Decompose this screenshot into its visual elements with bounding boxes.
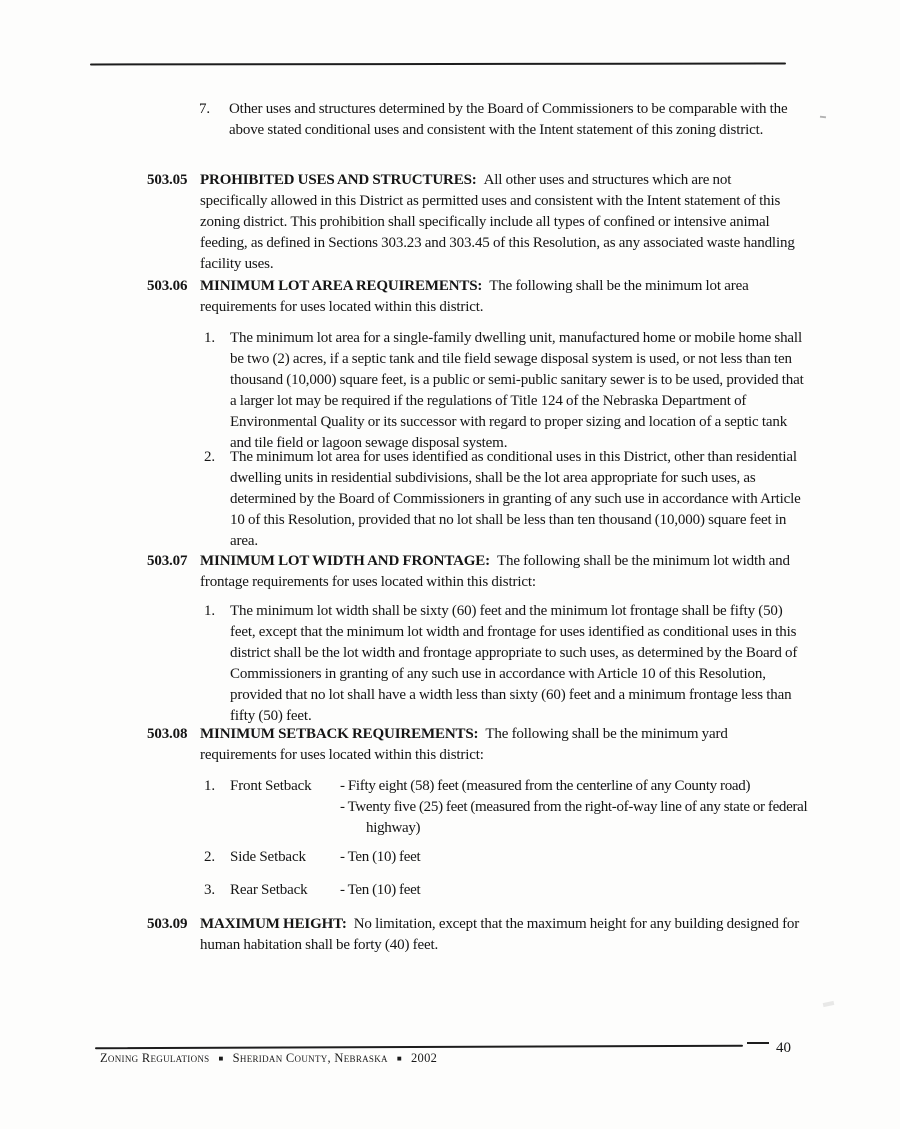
- footer: [100, 1051, 437, 1066]
- section-paragraph: [200, 914, 800, 956]
- list-item-text: The minimum lot area for uses identified as conditional uses in this District, other than residential dwelling units in residential subdivisions, shall be the lot area appropriate for such uses, as determined by the Board of Commissioners in granting of any such use in accordance with Article 10 of this Resolution, provided that no lot shall be less than ten thousand (10,000) square feet in area.: [230, 449, 801, 549]
- section-number: 503.09: [147, 916, 188, 932]
- setback-values: [340, 776, 830, 839]
- scan-artifact: [823, 1001, 835, 1007]
- list-item-number: 2.: [204, 849, 215, 865]
- section-paragraph: [200, 170, 800, 275]
- section-number: 503.08: [147, 726, 188, 742]
- section-text: The following shall be the minimum lot area requirements for uses located within this district.: [200, 278, 749, 315]
- setback-values: [340, 847, 830, 868]
- setback-value: - Fifty eight (58) feet (measured from the centerline of any County road): [340, 778, 751, 794]
- list-item-1-lot-area: [204, 328, 814, 454]
- setback-value: - Ten (10) feet: [340, 849, 421, 865]
- section-text: All other uses and structures which are not specifically allowed in this District as permitted uses and consistent with the Intent statement of this zoning district. This prohibition shall specifically include all types of confined or intensive animal feeding, as defined in Sections 303.23 and 303.45 of this Resolution, as any associated waste handling facility uses.: [200, 172, 795, 272]
- section-text: No limitation, except that the maximum height for any building designed for human habitation shall be forty (40) feet.: [200, 916, 800, 953]
- section-heading: MINIMUM LOT WIDTH AND FRONTAGE:: [200, 553, 490, 569]
- list-item-number: 1.: [204, 330, 215, 346]
- section-heading: MINIMUM LOT AREA REQUIREMENTS:: [200, 278, 483, 294]
- setback-value: - Ten (10) feet: [340, 882, 421, 898]
- list-item-1-lot-width: [204, 601, 814, 727]
- setback-label: Rear Setback: [230, 882, 308, 898]
- section-paragraph: [200, 276, 800, 318]
- section-heading: MAXIMUM HEIGHT:: [200, 916, 347, 932]
- footer-doc-title: Zoning Regulations: [100, 1051, 210, 1065]
- list-item-2-lot-area: [204, 447, 814, 552]
- list-item-number: 3.: [204, 882, 215, 898]
- footer-rule-dash: [747, 1042, 769, 1044]
- list-item-text: The minimum lot width shall be sixty (60) feet and the minimum lot frontage shall be fifty (50) feet, except that the minimum lot width and frontage for uses identified as conditional uses in this district shall be the lot width and frontage appropriate to such uses, as determined by the Board of Commissioners in granting of any such use in accordance with Article 10 of this Resolution, provided that no lot shall have a width less than sixty (60) feet and a minimum frontage less than fifty (50) feet.: [230, 603, 798, 724]
- square-separator-icon: ■: [396, 1053, 402, 1063]
- section-heading: PROHIBITED USES AND STRUCTURES:: [200, 172, 477, 188]
- section-503-08: [147, 724, 807, 766]
- section-503-09: [147, 914, 807, 956]
- section-503-06: [147, 276, 807, 318]
- setback-label: Front Setback: [230, 778, 312, 794]
- square-separator-icon: ■: [218, 1053, 224, 1063]
- list-item-number: 1.: [204, 778, 215, 794]
- setback-values: [340, 880, 830, 901]
- section-number: 503.05: [147, 172, 188, 188]
- section-heading: MINIMUM SETBACK REQUIREMENTS:: [200, 726, 479, 742]
- list-item-number: 2.: [204, 449, 215, 465]
- list-item-number: 1.: [204, 603, 215, 619]
- setback-value: - Twenty five (25) feet (measured from the right-of-way line of any state or federal highway): [340, 799, 808, 836]
- top-rule: [90, 63, 786, 66]
- section-503-05: [147, 170, 807, 275]
- page-number: 40: [776, 1040, 791, 1056]
- section-paragraph: [200, 551, 800, 593]
- section-number: 503.06: [147, 278, 188, 294]
- footer-rule: [95, 1045, 743, 1050]
- footer-county: Sheridan County, Nebraska: [232, 1051, 388, 1065]
- section-text: The following shall be the minimum lot width and frontage requirements for uses located within this district:: [200, 553, 790, 590]
- list-item-7: [199, 99, 800, 141]
- section-paragraph: [200, 724, 800, 766]
- setback-row-side: [204, 847, 844, 868]
- list-item-text: Other uses and structures determined by the Board of Commissioners to be comparable with the above stated conditional uses and consistent with the Intent statement of this zoning district.: [229, 101, 788, 138]
- section-number: 503.07: [147, 553, 188, 569]
- section-text: The following shall be the minimum yard requirements for uses located within this district:: [200, 726, 728, 763]
- setback-row-front: [204, 776, 844, 839]
- list-item-number: 7.: [199, 101, 210, 117]
- scan-artifact: [820, 116, 826, 118]
- section-503-07: [147, 551, 807, 593]
- footer-year: 2002: [410, 1051, 438, 1065]
- setback-row-rear: [204, 880, 844, 901]
- list-item-text: The minimum lot area for a single-family dwelling unit, manufactured home or mobile home shall be two (2) acres, if a septic tank and tile field sewage disposal system is used, or not less than ten thousand (10,000) square feet, is a public or semi-public sanitary sewer is to be used, provided that a larger lot may be required if the regulations of Title 124 of the Nebraska Department of Environmental Quality or its successor with regard to proper sizing and location of a septic tank and tile field or lagoon sewage disposal system.: [230, 330, 804, 451]
- setback-label: Side Setback: [230, 849, 306, 865]
